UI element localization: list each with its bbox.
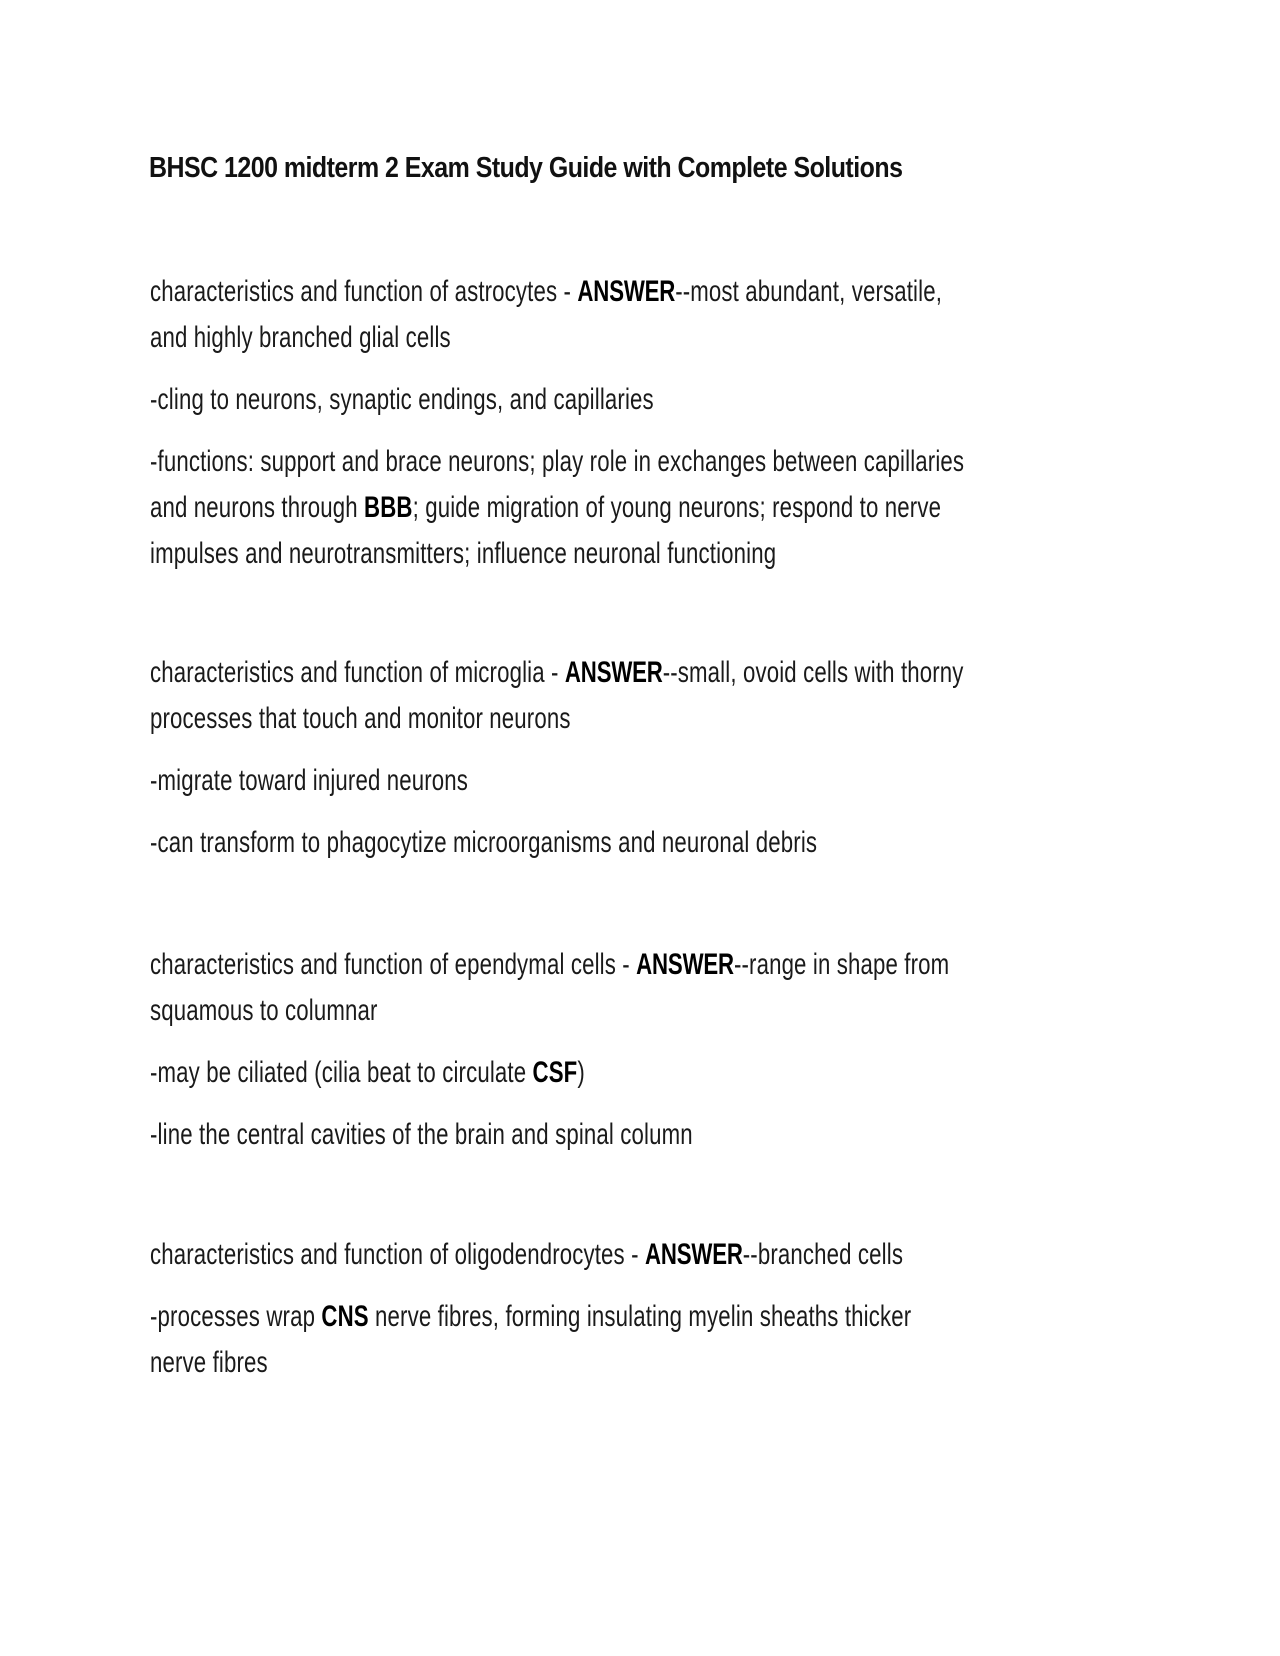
answer-text: ) xyxy=(577,1056,585,1089)
abbreviation: CSF xyxy=(532,1056,578,1089)
answer-label: ANSWER xyxy=(577,275,676,308)
answer-label: ANSWER xyxy=(644,1238,743,1271)
qa-entry-microglia xyxy=(150,650,1260,866)
qa-entry-astrocytes xyxy=(150,269,1260,577)
answer-paragraph: -functions: support and brace neurons; play role in exchanges between capillaries xyxy=(150,445,965,478)
answer-text-line: nerve fibres xyxy=(150,1346,268,1379)
answer-text: --most abundant, versatile, xyxy=(675,275,943,308)
question-text: characteristics and function of microglia - xyxy=(150,656,565,689)
answer-text-line: and highly branched glial cells xyxy=(150,321,451,354)
question-text: characteristics and function of oligodendrocytes - xyxy=(150,1238,645,1271)
answer-text: -processes wrap xyxy=(150,1300,322,1333)
answer-paragraph: -can transform to phagocytize microorganisms and neuronal debris xyxy=(150,826,818,859)
question-text: characteristics and function of astrocytes - xyxy=(150,275,578,308)
qa-entry-oligodendrocytes xyxy=(150,1232,1260,1386)
answer-text: --branched cells xyxy=(742,1238,904,1271)
question-line xyxy=(150,650,1230,696)
answer-paragraph: -line the central cavities of the brain and spinal column xyxy=(150,1118,693,1151)
question-line xyxy=(150,269,1230,315)
page-title: BHSC 1200 midterm 2 Exam Study Guide with Complete Solutions xyxy=(149,152,903,184)
abbreviation: BBB xyxy=(364,491,413,524)
answer-paragraph: -migrate toward injured neurons xyxy=(150,764,469,797)
answer-text: and neurons through xyxy=(150,491,365,524)
question-text: characteristics and function of ependymal cells - xyxy=(150,948,637,981)
question-line xyxy=(150,942,1230,988)
answer-paragraph xyxy=(150,1050,1230,1096)
answer-text-line: impulses and neurotransmitters; influence neuronal functioning xyxy=(150,537,777,570)
answer-paragraph: -cling to neurons, synaptic endings, and capillaries xyxy=(150,383,654,416)
answer-text: --range in shape from xyxy=(733,948,950,981)
answer-label: ANSWER xyxy=(636,948,734,981)
answer-text: ; guide migration of young neurons; respond to nerve xyxy=(412,491,942,524)
answer-text-line: processes that touch and monitor neurons xyxy=(150,702,571,735)
abbreviation: CNS xyxy=(321,1300,369,1333)
answer-text: -may be ciliated (cilia beat to circulate xyxy=(150,1056,533,1089)
answer-text-line xyxy=(150,485,1230,531)
answer-text: nerve fibres, forming insulating myelin sheaths thicker xyxy=(368,1300,912,1333)
answer-label: ANSWER xyxy=(564,656,663,689)
answer-text: --small, ovoid cells with thorny xyxy=(662,656,964,689)
qa-entry-ependymal-cells xyxy=(150,942,1260,1158)
answer-text-line: squamous to columnar xyxy=(150,994,378,1027)
question-line xyxy=(150,1232,1230,1278)
answer-paragraph xyxy=(150,1294,1230,1340)
